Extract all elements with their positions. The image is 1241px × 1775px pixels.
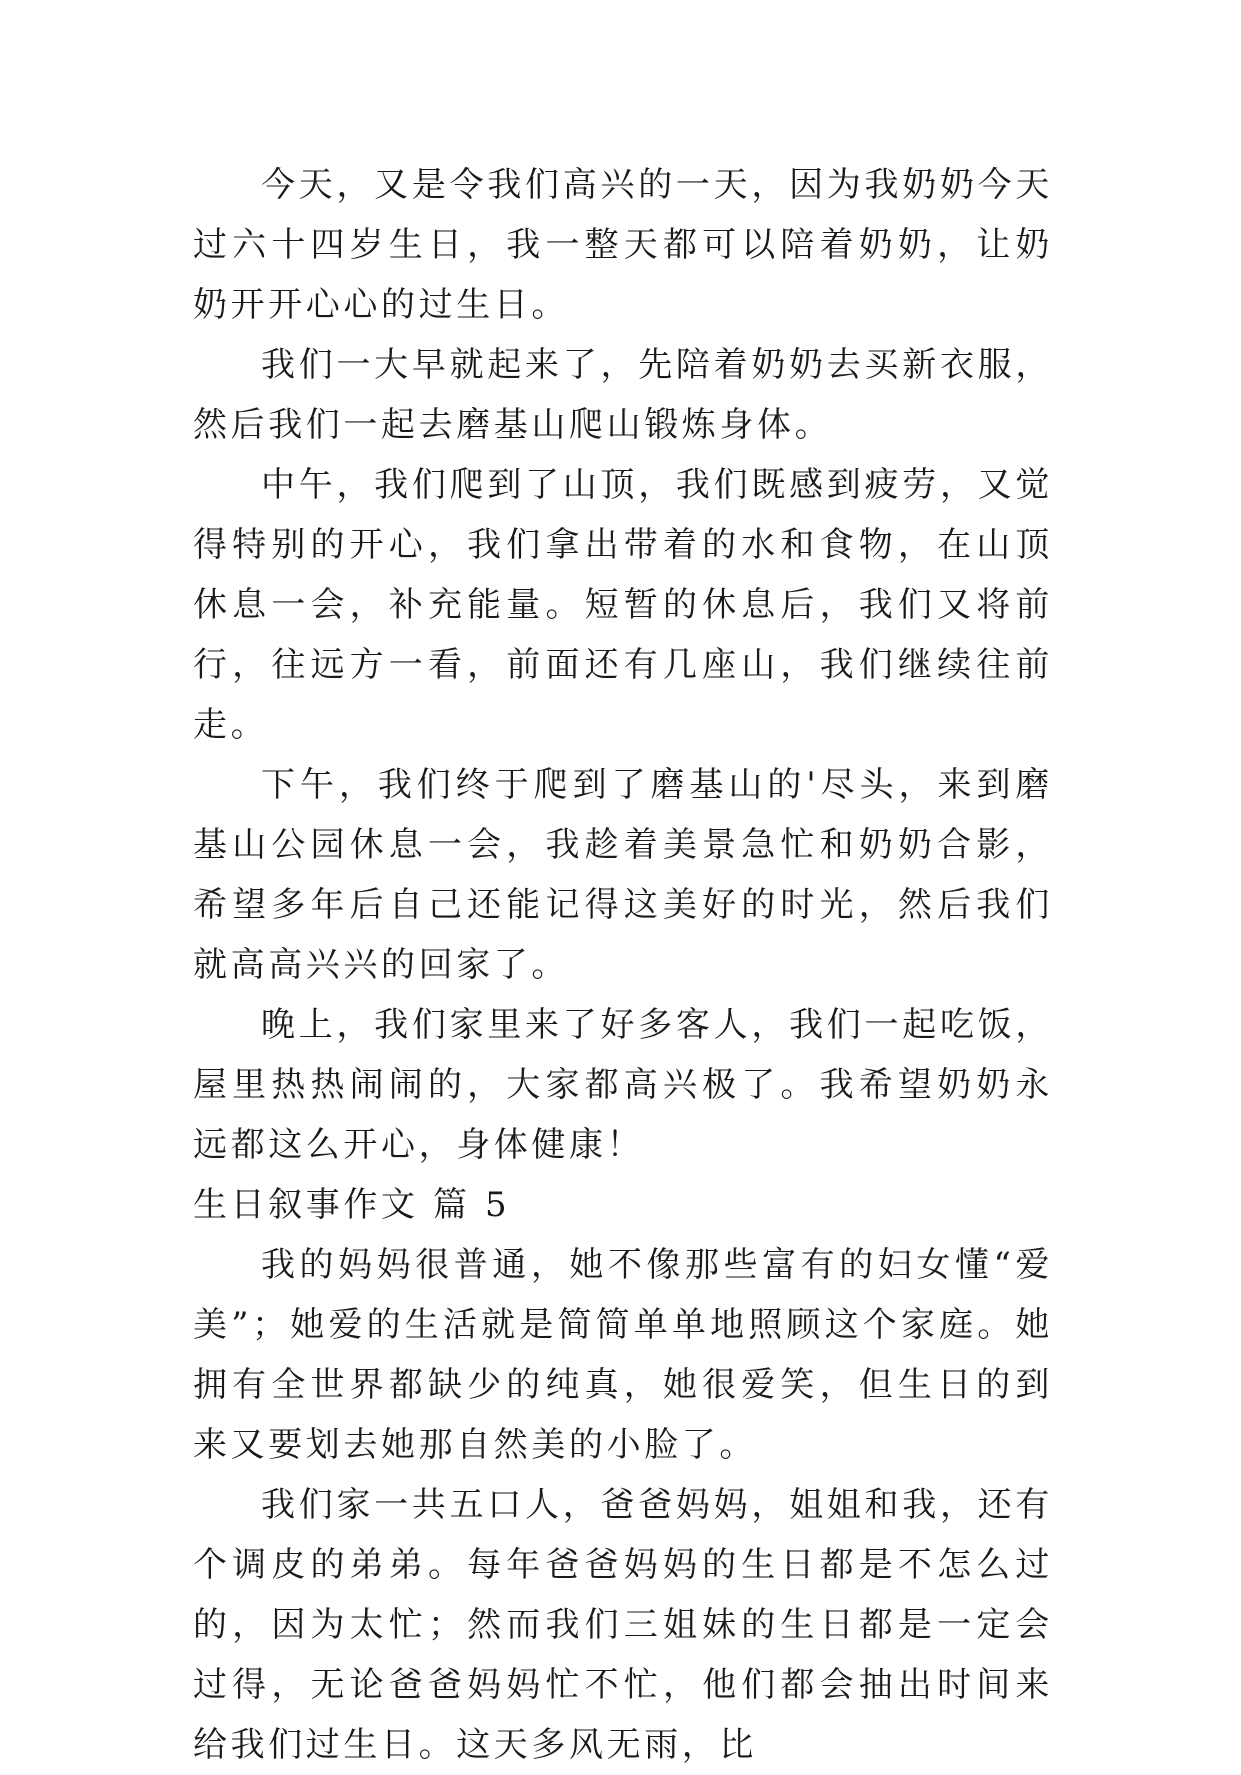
section-heading: 生日叙事作文 篇 5 [193,1185,511,1225]
paragraph-shopping-and-hiking: 我们一大早就起来了，先陪着奶奶去买新衣服，然后我们一起去磨基山爬山锻炼身体。 [193,345,1053,445]
paragraph-noon-summit: 中午，我们爬到了山顶，我们既感到疲劳，又觉得特别的开心，我们拿出带着的水和食物，在山顶休息一会，补充能量。短暂的休息后，我们又将前行，往远方一看，前面还有几座山，我们继续往前走。 [193,465,1053,745]
paragraph-afternoon-park: 下午，我们终于爬到了磨基山的'尽头，来到磨基山公园休息一会，我趁着美景急忙和奶奶合影，希望多年后自己还能记得这美好的时光，然后我们就高高兴兴的回家了。 [193,765,1053,985]
paragraph-birthday-morning-intro: 今天，又是令我们高兴的一天，因为我奶奶今天过六十四岁生日，我一整天都可以陪着奶奶，让奶奶开开心心的过生日。 [193,165,1053,325]
paragraph-mother-description: 我的妈妈很普通，她不像那些富有的妇女懂“爱美”；她爱的生活就是简简单单地照顾这个家庭。她拥有全世界都缺少的纯真，她很爱笑，但生日的到来又要划去她那自然美的小脸了。 [193,1245,1053,1465]
document-page [193,155,1053,1775]
paragraph-evening-guests: 晚上，我们家里来了好多客人，我们一起吃饭，屋里热热闹闹的，大家都高兴极了。我希望奶奶永远都这么开心，身体健康！ [193,1005,1053,1165]
paragraph-family-birthdays: 我们家一共五口人，爸爸妈妈，姐姐和我，还有个调皮的弟弟。每年爸爸妈妈的生日都是不怎么过的，因为太忙；然而我们三姐妹的生日都是一定会过得，无论爸爸妈妈忙不忙，他们都会抽出时间来给我们过生日。这天多风无雨，比 [193,1485,1053,1765]
